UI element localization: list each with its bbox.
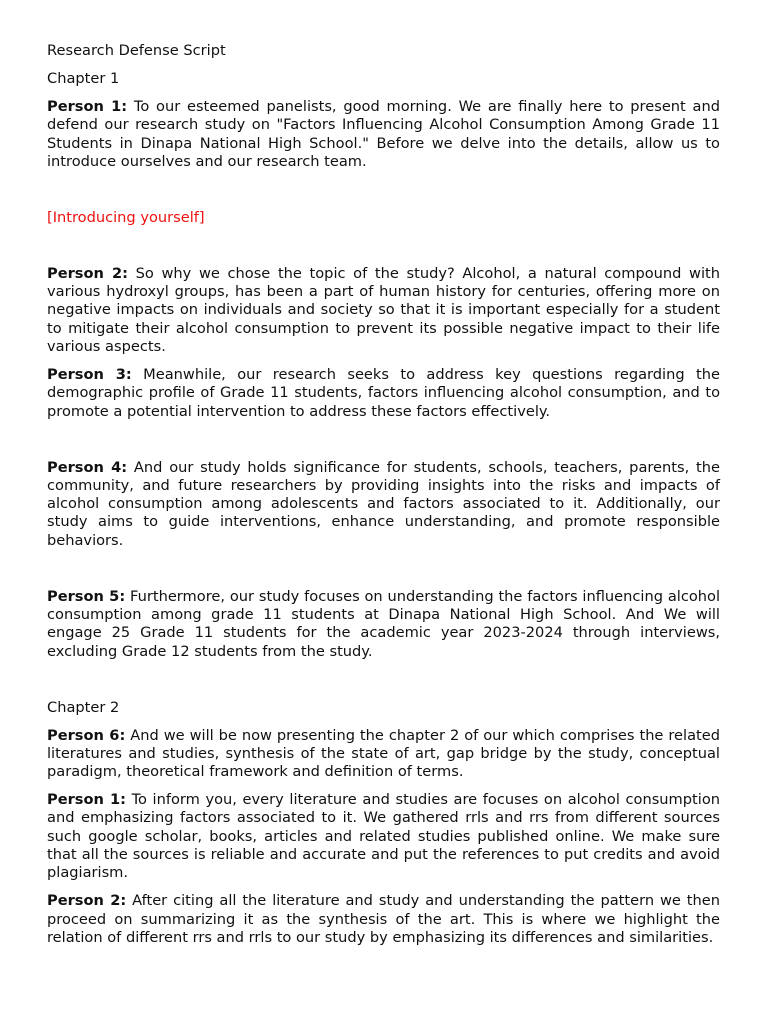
speaker-label: Person 1: (47, 791, 126, 809)
introduce-yourself-note: [Introducing yourself] (47, 208, 205, 226)
paragraph-text: To our esteemed panelists, good morning. We are finally here to present and defend our research study on "Factors Influencing Alcohol Consumption Among Grade 11 Students in Dinapa National High School." Before we delve into the details, allow us to introduce ourselves and our research team. (47, 97, 720, 170)
paragraph-person-6-chapter-2 (47, 727, 720, 782)
chapter-2-heading: Chapter 2 (47, 698, 120, 716)
paragraph-person-1-literature (47, 791, 720, 882)
paragraph-text: Furthermore, our study focuses on understanding the factors influencing alcohol consumption among grade 11 students at Dinapa National High School. And We will engage 25 Grade 11 students for the academic year 2023-2024 through interviews, excluding Grade 12 students from the study. (47, 587, 721, 660)
speaker-label: Person 4: (47, 458, 128, 476)
paragraph-person-4-significance (47, 459, 720, 550)
document-title: Research Defense Script (47, 42, 226, 59)
paragraph-person-5-scope (47, 588, 720, 661)
speaker-label: Person 2: (47, 264, 128, 282)
speaker-label: Person 2: (47, 892, 127, 910)
speaker-label: Person 3: (47, 366, 132, 383)
paragraph-text: Meanwhile, our research seeks to address key questions regarding the demographic profile of Grade 11 students, factors influencing alcohol consumption, and to promote a potential intervention to address these factors effectively. (47, 366, 720, 420)
paragraph-text: And our study holds significance for students, schools, teachers, parents, the community, and future researchers by providing insights into the risks and impacts of alcohol consumption among adolescents and factors associated to it. Additionally, our study aims to guide interventions, enhance understanding, and promote responsible behaviors. (47, 458, 720, 549)
chapter-1-heading: Chapter 1 (47, 69, 120, 87)
paragraph-text: After citing all the literature and study and understanding the pattern we then proceed on summarizing it as the synthesis of the art. This is where we highlight the relation of different rrs and rrls to our study by emphasizing its differences and similarities. (47, 892, 720, 946)
paragraph-person-2-synthesis (47, 892, 720, 947)
paragraph-person-1-intro (47, 98, 720, 171)
paragraph-text: And we will be now presenting the chapter 2 of our which comprises the related literatures and studies, synthesis of the state of art, gap bridge by the study, conceptual paradigm, theoretical framework and definition of terms. (47, 726, 720, 781)
paragraph-person-2-topic (47, 265, 720, 356)
paragraph-person-3-questions (47, 366, 720, 421)
speaker-label: Person 6: (47, 726, 126, 744)
speaker-label: Person 5: (47, 587, 126, 605)
paragraph-text: To inform you, every literature and studies are focuses on alcohol consumption and emphasizing factors associated to it. We gathered rrls and rrs from different sources such google scholar, books, articles and related studies published online. We make sure that all the sources is reliable and accurate and put the references to put credits and avoid plagiarism. (47, 791, 720, 882)
speaker-label: Person 1: (47, 97, 128, 115)
paragraph-text: So why we chose the topic of the study? Alcohol, a natural compound with various hydroxyl groups, has been a part of human history for centuries, offering more on negative impacts on individuals and society so that it is important especially for a student to mitigate their alcohol consumption to prevent its possible negative impact to their life various aspects. (47, 264, 721, 356)
document-page (47, 42, 720, 947)
